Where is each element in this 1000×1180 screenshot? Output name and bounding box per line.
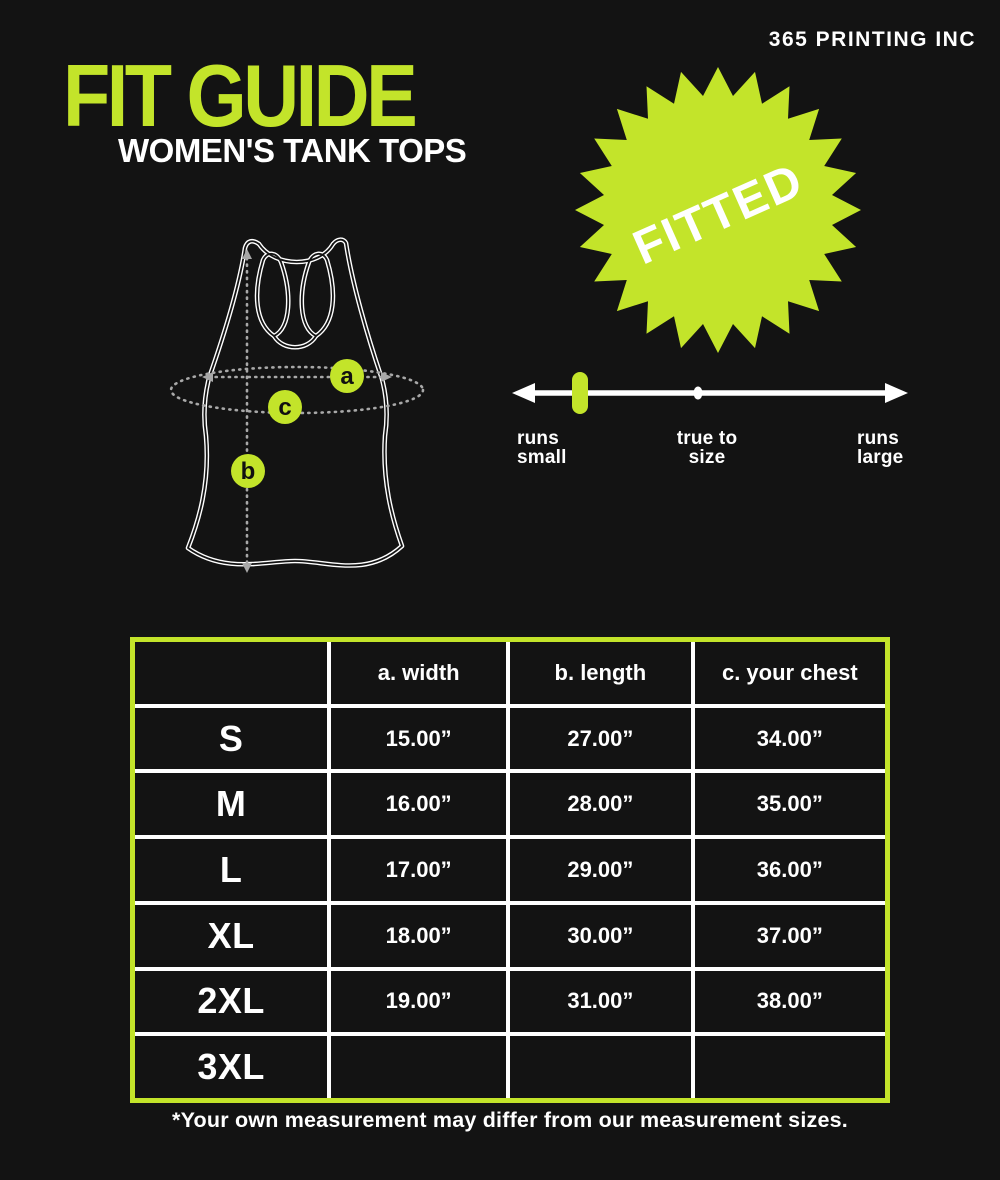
row-m-chest: 35.00”: [695, 773, 885, 835]
row-s-size: S: [135, 708, 327, 770]
row-2xl-size: 2XL: [135, 971, 327, 1033]
marker-b-label: b: [240, 458, 256, 485]
row-m-length: 28.00”: [510, 773, 691, 835]
row-l-size: L: [135, 839, 327, 901]
scale-label-true-to-size: true to size: [676, 428, 738, 468]
row-m-size: M: [135, 773, 327, 835]
row-xl-width: 18.00”: [331, 905, 506, 967]
fitted-badge: [573, 65, 863, 355]
scale-center-dot: [694, 387, 703, 400]
scale-arrow-left-icon: [512, 383, 535, 403]
row-m-width: 16.00”: [331, 773, 506, 835]
marker-a: [330, 359, 364, 393]
row-3xl-chest: [695, 1036, 885, 1098]
row-s-width: 15.00”: [331, 708, 506, 770]
row-3xl-width: [331, 1036, 506, 1098]
fitted-badge-label: FITTED: [625, 153, 812, 276]
page-title: FIT GUIDE: [63, 46, 415, 145]
scale-label-runs-large: runs large: [857, 428, 904, 468]
brand-text: 365 PRINTING INC: [768, 28, 976, 51]
row-xl-length: 30.00”: [510, 905, 691, 967]
row-l-length: 29.00”: [510, 839, 691, 901]
footnote: *Your own measurement may differ from our measurement sizes.: [172, 1108, 848, 1132]
row-xl-chest: 37.00”: [695, 905, 885, 967]
row-l-chest: 36.00”: [695, 839, 885, 901]
row-s-chest: 34.00”: [695, 708, 885, 770]
row-2xl-width: 19.00”: [331, 971, 506, 1033]
fit-scale: [505, 360, 915, 490]
marker-c: [268, 390, 302, 424]
col-header-length: b. length: [510, 642, 691, 704]
marker-a-label: a: [340, 363, 354, 390]
row-s-length: 27.00”: [510, 708, 691, 770]
scale-arrow-right-icon: [885, 383, 908, 403]
row-xl-size: XL: [135, 905, 327, 967]
tank-top-illustration: [165, 238, 425, 578]
fit-position-marker: [572, 372, 588, 414]
scale-label-runs-small: runs small: [517, 428, 567, 468]
page-subtitle: WOMEN'S TANK TOPS: [118, 132, 467, 169]
col-header-chest: c. your chest: [695, 642, 885, 704]
marker-b: [231, 454, 265, 488]
fit-scale-axis: [505, 360, 915, 426]
col-header-width: a. width: [331, 642, 506, 704]
marker-c-label: c: [278, 394, 292, 421]
row-3xl-length: [510, 1036, 691, 1098]
length-arrow-down-icon: [242, 563, 252, 573]
row-2xl-length: 31.00”: [510, 971, 691, 1033]
row-2xl-chest: 38.00”: [695, 971, 885, 1033]
corner-cell: [135, 642, 327, 704]
row-l-width: 17.00”: [331, 839, 506, 901]
row-3xl-size: 3XL: [135, 1036, 327, 1098]
size-table: [130, 637, 890, 1103]
